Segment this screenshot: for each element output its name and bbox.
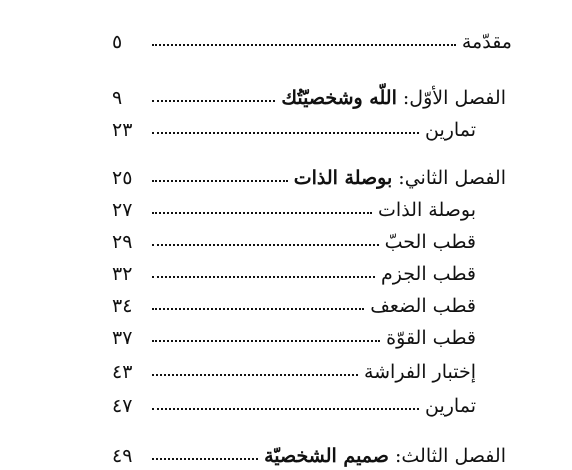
toc-entry-title: تمارين xyxy=(425,119,476,141)
toc-chapter-1 xyxy=(112,78,506,108)
toc-entry-title: بوصلة الذات xyxy=(378,199,476,221)
chapter-label: الفصل الثاني: xyxy=(398,167,506,189)
toc-page-number: ٩ xyxy=(112,87,123,109)
toc-page-number: ٣٧ xyxy=(112,327,133,349)
toc-page-number: ٤٧ xyxy=(112,395,133,417)
toc-chapter-3 xyxy=(112,436,506,466)
toc-entry-title: إختبار الفراشة xyxy=(363,361,476,383)
toc-page-number: ٢٩ xyxy=(112,231,133,253)
chapter-label: الفصل الأوّل: xyxy=(402,87,506,109)
dot-leader xyxy=(152,180,288,182)
dot-leader xyxy=(152,44,456,46)
dot-leader xyxy=(152,308,364,310)
toc-entry xyxy=(112,110,476,140)
chapter-title: بوصلة الذات xyxy=(293,167,393,189)
toc-entry xyxy=(112,286,476,316)
toc-entry-title: تمارين xyxy=(425,395,476,417)
toc-page-number: ٤٣ xyxy=(112,361,133,383)
toc-entry xyxy=(112,190,476,220)
toc-page-number: ٢٣ xyxy=(112,119,133,141)
dot-leader xyxy=(152,244,379,246)
dot-leader xyxy=(152,132,419,134)
dot-leader xyxy=(152,408,419,410)
dot-leader xyxy=(152,212,372,214)
toc-page-number: ٤٩ xyxy=(112,445,133,467)
toc-page-number: ٣٢ xyxy=(112,263,133,285)
toc-entry-title: قطب القوّة xyxy=(386,327,476,349)
toc-entry-intro xyxy=(112,22,512,52)
dot-leader xyxy=(152,100,275,102)
dot-leader xyxy=(152,458,258,460)
chapter-title: صميم الشخصيّة xyxy=(264,445,389,467)
toc-entry xyxy=(112,352,476,382)
toc-entry-title: مقدّمة xyxy=(461,31,512,53)
dot-leader xyxy=(152,374,358,376)
toc-entry xyxy=(112,386,476,416)
dot-leader xyxy=(152,276,375,278)
toc-page-number: ٥ xyxy=(112,31,123,53)
toc-entry-title: قطب الجزم xyxy=(381,263,476,285)
toc-entry xyxy=(112,254,476,284)
chapter-title: اللّه وشخصيّتُك xyxy=(281,87,397,109)
chapter-label: الفصل الثالث: xyxy=(394,445,506,467)
toc-page-number: ٢٧ xyxy=(112,199,133,221)
toc-page-number: ٢٥ xyxy=(112,167,133,189)
toc-entry xyxy=(112,318,476,348)
toc-entry-title: قطب الحبّ xyxy=(384,231,476,253)
toc-chapter-2 xyxy=(112,158,506,188)
toc-entry xyxy=(112,222,476,252)
toc-entry-title: قطب الضعف xyxy=(370,295,476,317)
toc-page-number: ٣٤ xyxy=(112,295,133,317)
dot-leader xyxy=(152,340,380,342)
